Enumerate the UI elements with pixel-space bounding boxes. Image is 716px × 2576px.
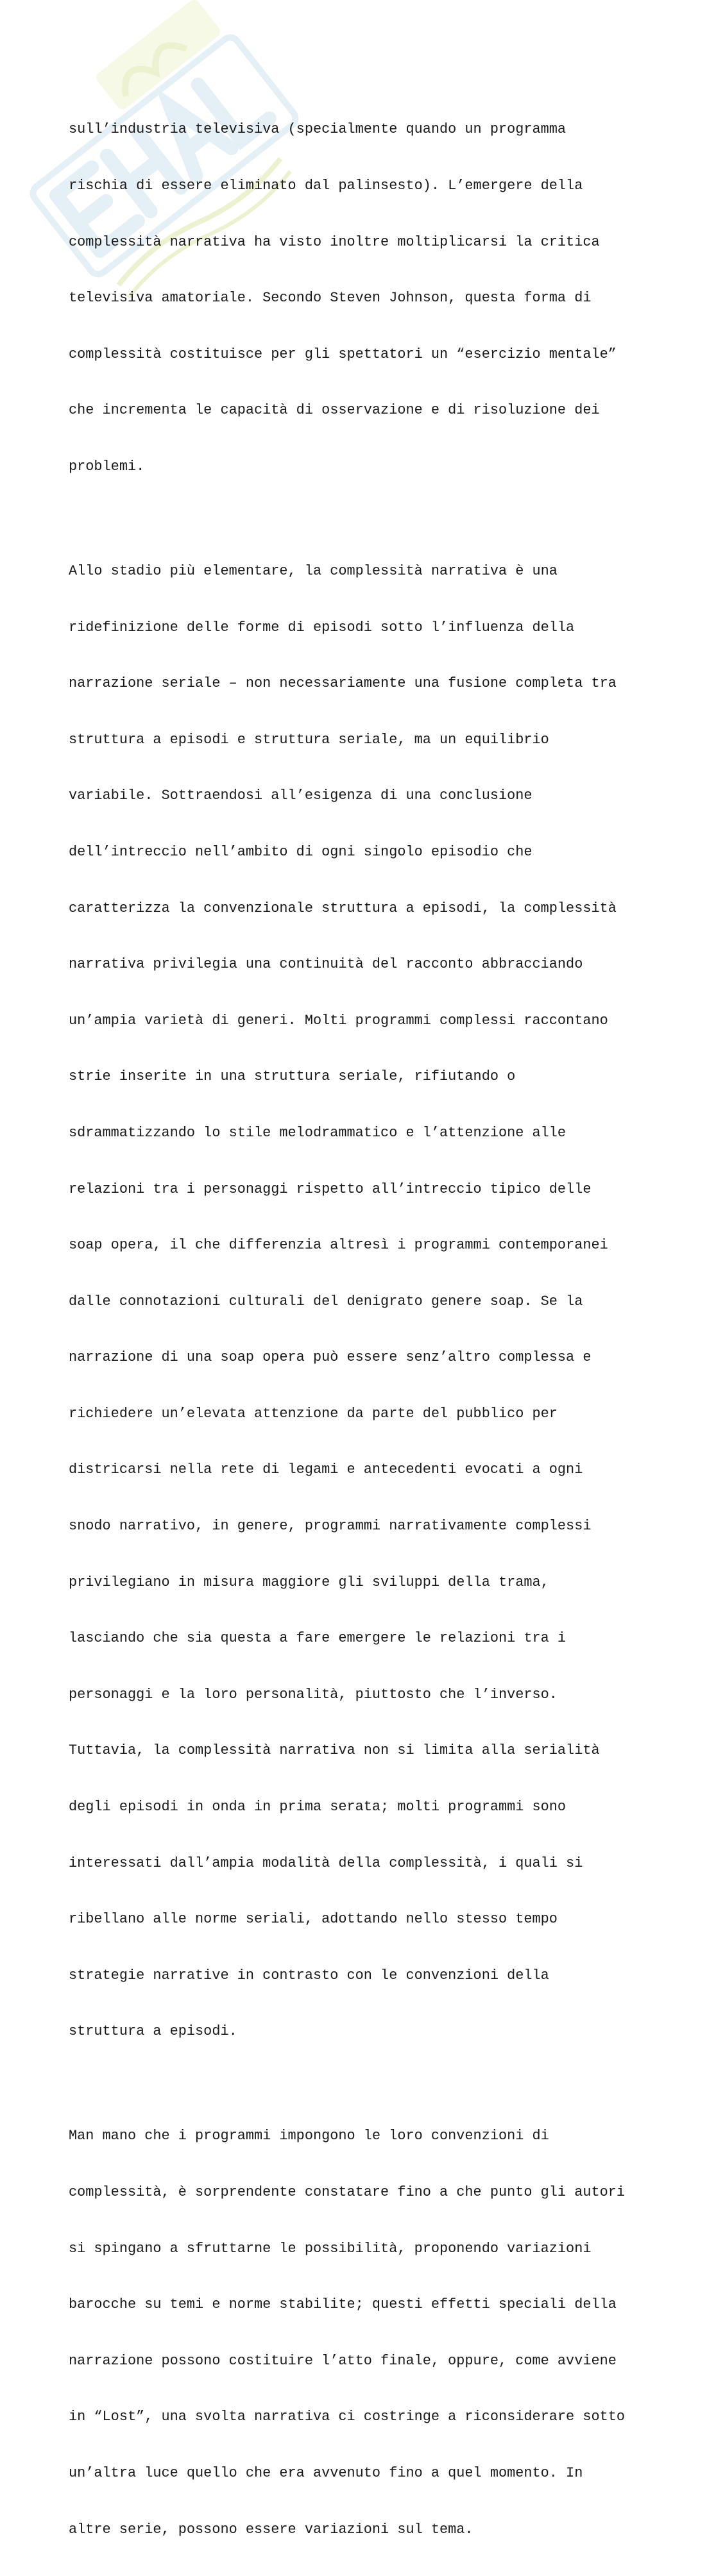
text-line: struttura a episodi e struttura seriale, ma un equilibrio [69, 731, 549, 748]
text-line: narrazione di una soap opera può essere senz’altro complessa e [69, 1349, 592, 1366]
text-line: narrazione seriale – non necessariamente una fusione completa tra [69, 675, 617, 692]
paragraph-3 [69, 2089, 649, 2576]
text-line: strie inserite in una struttura seriale, rifiutando o [69, 1068, 516, 1085]
text-line: complessità costituisce per gli spettatori un “esercizio mentale” [69, 346, 617, 362]
text-line: ribellano alle norme seriali, adottando nello stesso tempo [69, 1911, 558, 1928]
text-line: ridefinizione delle forme di episodi sotto l’influenza della [69, 619, 575, 636]
text-line: altre serie, possono essere variazioni sul tema. [69, 2521, 473, 2538]
text-line: relazioni tra i personaggi rispetto all’intreccio tipico delle [69, 1181, 592, 1197]
document-text [69, 83, 649, 2576]
text-line: degli episodi in onda in prima serata; molti programmi sono [69, 1799, 567, 1815]
text-line: lasciando che sia questa a fare emergere le relazioni tra i [69, 1630, 567, 1647]
text-line: dell’intreccio nell’ambito di ogni singolo episodio che [69, 843, 533, 860]
text-line: personaggi e la loro personalità, piuttosto che l’inverso. [69, 1686, 558, 1703]
text-line: sull’industria televisiva (specialmente quando un programma [69, 121, 567, 138]
text-line: interessati dall’ampia modalità della complessità, i quali si [69, 1855, 583, 1871]
text-line: complessità, è sorprendente constatare fino a che punto gli autori [69, 2184, 626, 2200]
text-line: narrativa privilegia una continuità del racconto abbracciando [69, 956, 583, 973]
text-line: un’altra luce quello che era avvenuto fino a quel momento. In [69, 2464, 583, 2481]
text-line: soap opera, il che differenzia altresì i programmi contemporanei [69, 1237, 608, 1254]
text-line: Allo stadio più elementare, la complessità narrativa è una [69, 562, 558, 579]
text-line: struttura a episodi. [69, 2023, 237, 2040]
text-line: si spingano a sfruttarne le possibilità, proponendo variazioni [69, 2240, 592, 2257]
text-line: districarsi nella rete di legami e antecedenti evocati a ogni [69, 1461, 583, 1478]
text-line: un’ampia varietà di generi. Molti programmi complessi raccontano [69, 1012, 608, 1029]
text-line: variabile. Sottraendosi all’esigenza di una conclusione [69, 787, 533, 804]
text-line: privilegiano in misura maggiore gli sviluppi della trama, [69, 1574, 549, 1590]
paragraph-2 [69, 525, 649, 2078]
text-line: strategie narrative in contrasto con le convenzioni della [69, 1967, 549, 1983]
text-line: problemi. [69, 458, 145, 475]
text-line: che incrementa le capacità di osservazione e di risoluzione dei [69, 402, 600, 419]
text-line: narrazione possono costituire l’atto finale, oppure, come avviene [69, 2352, 617, 2369]
paragraph-1 [69, 83, 649, 514]
text-line: Man mano che i programmi impongono le loro convenzioni di [69, 2128, 549, 2144]
text-line: richiedere un’elevata attenzione da parte del pubblico per [69, 1405, 558, 1422]
text-line: snodo narrativo, in genere, programmi narrativamente complessi [69, 1518, 592, 1535]
text-line: in “Lost”, una svolta narrativa ci costringe a riconsiderare sotto [69, 2409, 626, 2425]
text-line: televisiva amatoriale. Secondo Steven Johnson, questa forma di [69, 290, 592, 307]
text-line: sdrammatizzando lo stile melodrammatico e l’attenzione alle [69, 1124, 567, 1141]
text-line: caratterizza la convenzionale struttura a episodi, la complessità [69, 900, 617, 916]
text-line: complessità narrativa ha visto inoltre moltiplicarsi la critica [69, 233, 600, 250]
text-line: Tuttavia, la complessità narrativa non si limita alla serialità [69, 1742, 600, 1759]
text-line: rischia di essere eliminato dal palinsesto). L’emergere della [69, 178, 583, 194]
text-line: barocche su temi e norme stabilite; questi effetti speciali della [69, 2296, 617, 2313]
text-line: dalle connotazioni culturali del denigrato genere soap. Se la [69, 1293, 583, 1309]
